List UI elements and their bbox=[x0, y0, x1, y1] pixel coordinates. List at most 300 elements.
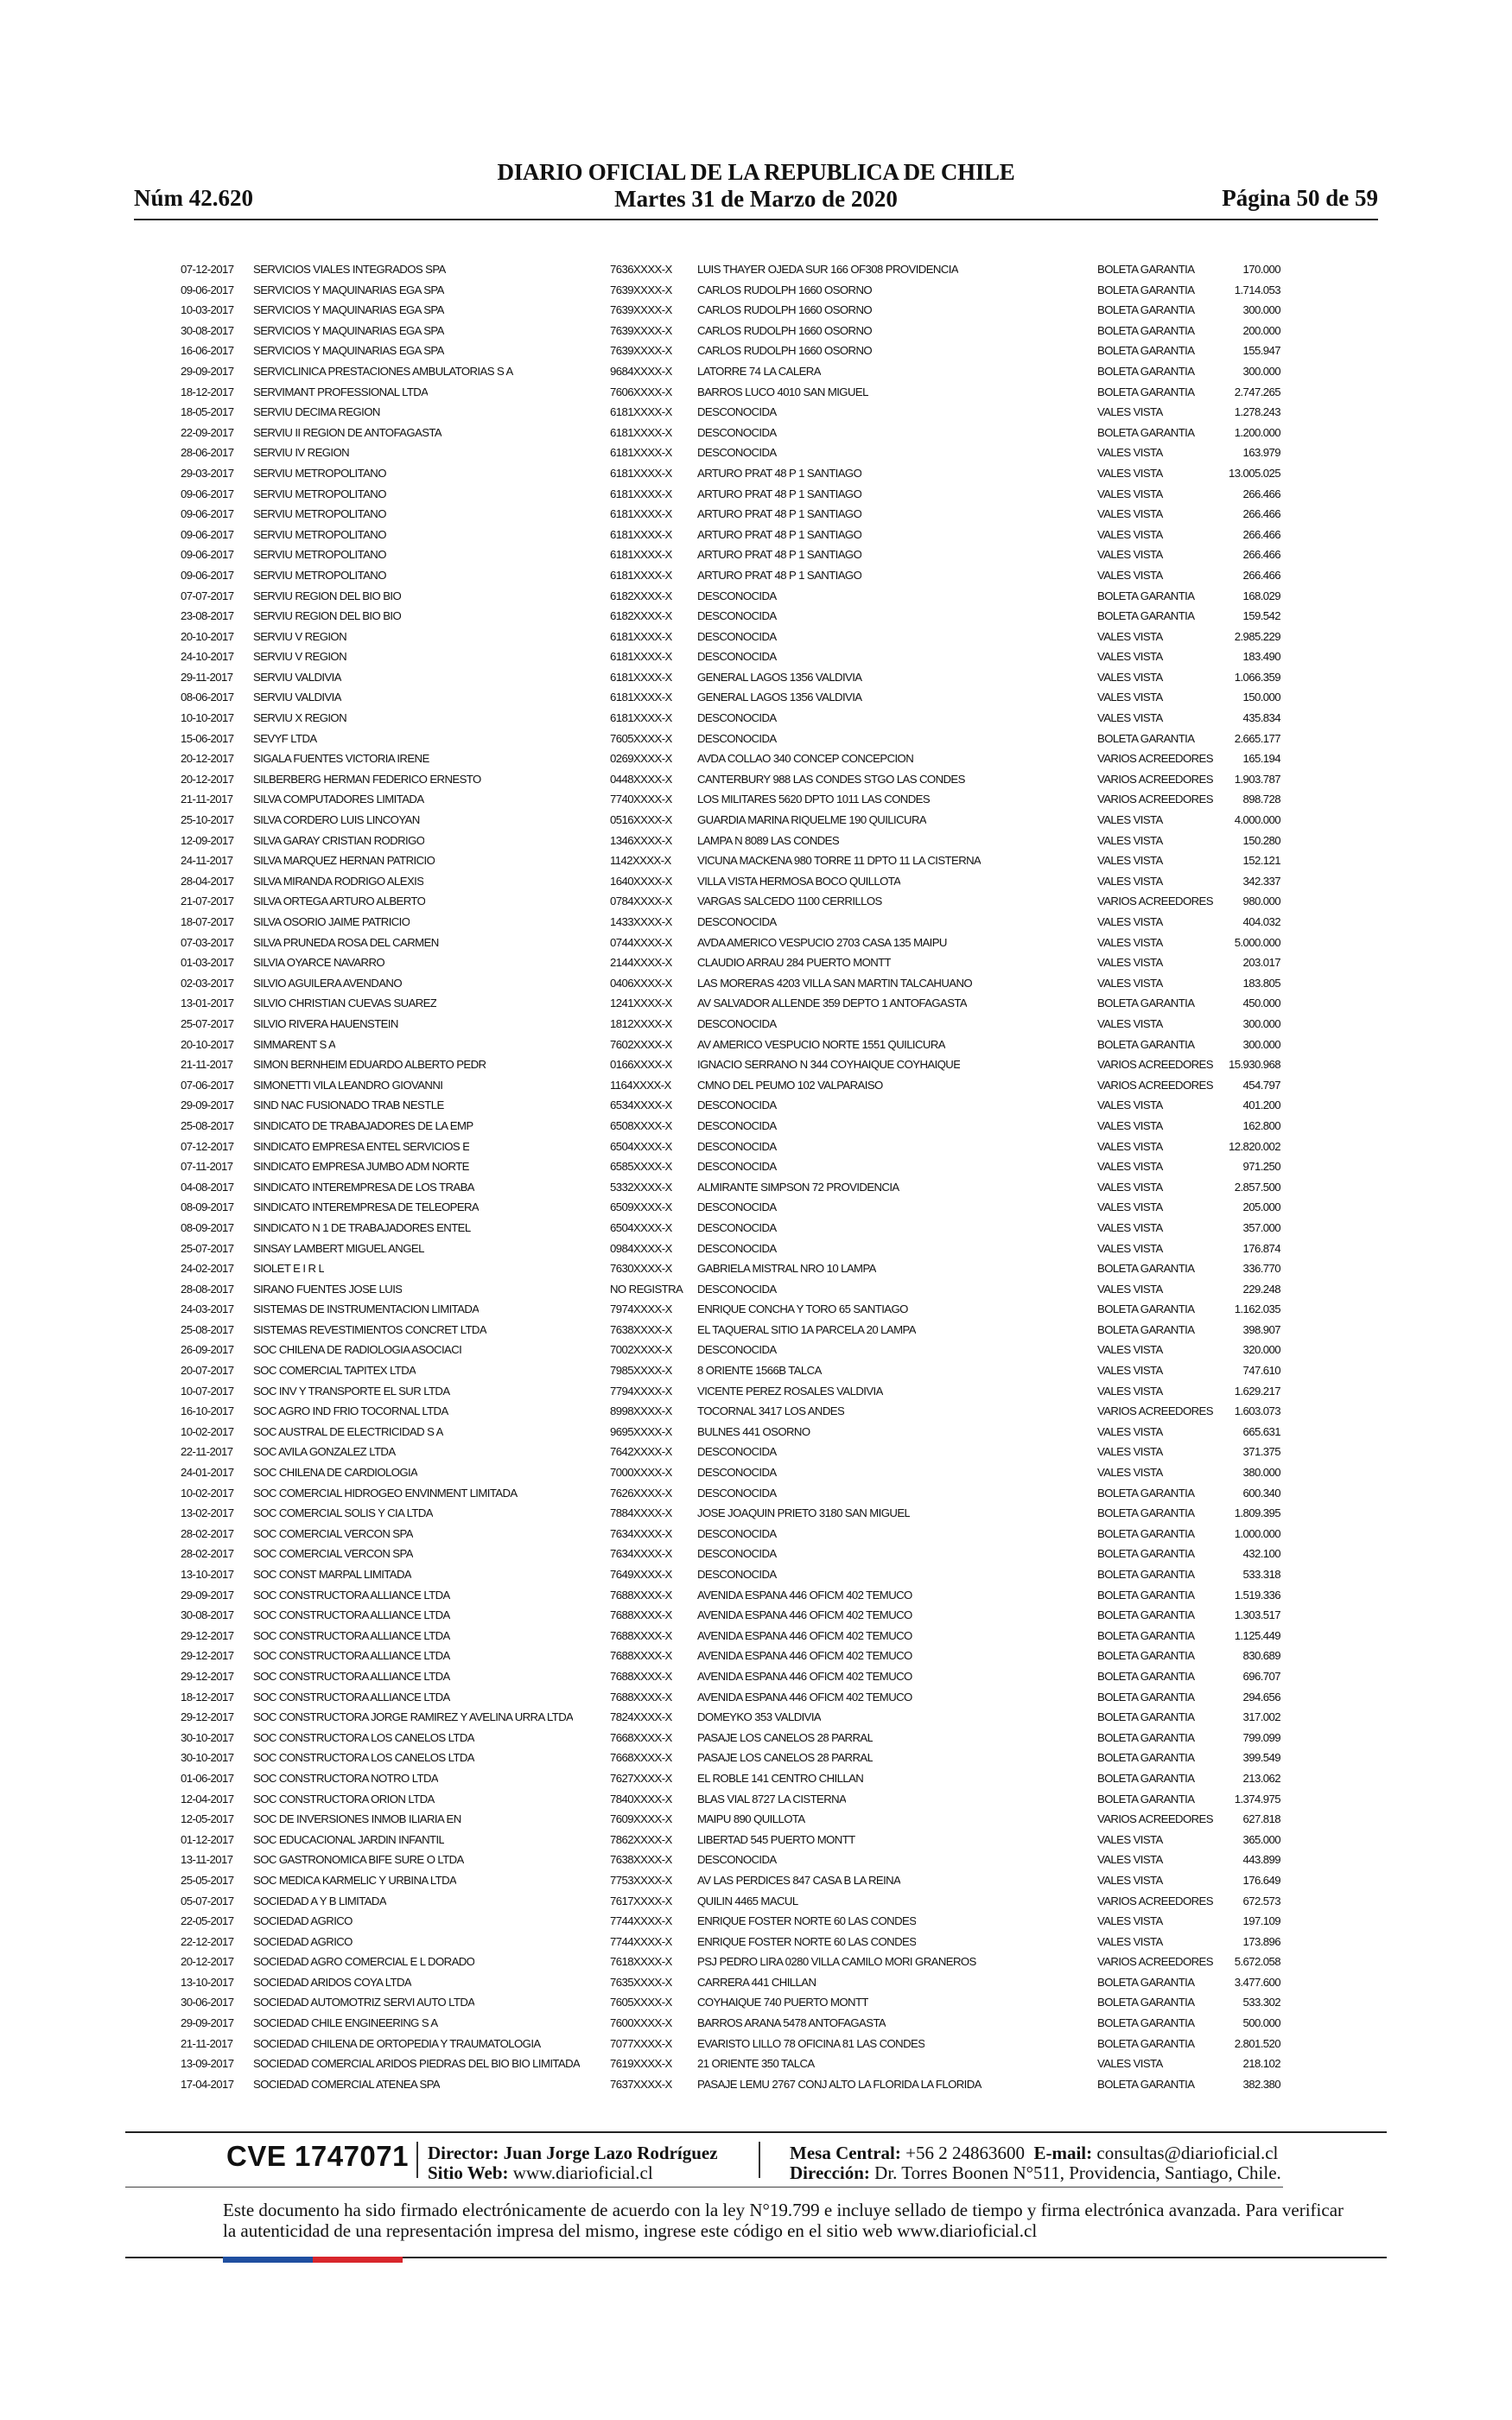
row-date: 25-10-2017 bbox=[181, 813, 234, 827]
row-document-type: BOLETA GARANTIA bbox=[1097, 385, 1195, 398]
row-amount: 450.000 bbox=[1242, 997, 1280, 1010]
site-label: Sitio Web: bbox=[428, 2162, 509, 2183]
row-amount: 150.280 bbox=[1242, 833, 1280, 847]
row-amount: 200.000 bbox=[1242, 323, 1280, 337]
row-document-type: BOLETA GARANTIA bbox=[1097, 2036, 1195, 2050]
row-document-type: BOLETA GARANTIA bbox=[1097, 1649, 1195, 1663]
row-name: SERVICIOS Y MAQUINARIAS EGA SPA bbox=[253, 344, 444, 358]
row-amount: 320.000 bbox=[1242, 1343, 1280, 1357]
row-name: SOC AUSTRAL DE ELECTRICIDAD S A bbox=[253, 1424, 443, 1438]
row-document-type: BOLETA GARANTIA bbox=[1097, 2077, 1195, 2091]
row-amount: 5.672.058 bbox=[1234, 1955, 1280, 1969]
row-address: DESCONOCIDA bbox=[697, 1466, 777, 1480]
mesa-label: Mesa Central: bbox=[790, 2143, 901, 2163]
row-document-type: VALES VISTA bbox=[1097, 956, 1163, 970]
row-name: SIRANO FUENTES JOSE LUIS bbox=[253, 1282, 403, 1296]
row-date: 20-12-2017 bbox=[181, 1955, 234, 1969]
row-date: 13-10-2017 bbox=[181, 1975, 234, 1989]
row-date: 28-06-2017 bbox=[181, 446, 234, 460]
row-date: 08-06-2017 bbox=[181, 691, 234, 704]
row-name: SOCIEDAD CHILENA DE ORTOPEDIA Y TRAUMATOLOGIA bbox=[253, 2036, 541, 2050]
row-amount: 533.318 bbox=[1242, 1568, 1280, 1581]
row-date: 20-12-2017 bbox=[181, 752, 234, 766]
row-document-type: BOLETA GARANTIA bbox=[1097, 1771, 1195, 1785]
row-address: COYHAIQUE 740 PUERTO MONTT bbox=[697, 1996, 868, 2009]
row-date: 10-07-2017 bbox=[181, 1384, 234, 1398]
row-date: 25-08-2017 bbox=[181, 1118, 234, 1132]
row-date: 02-03-2017 bbox=[181, 976, 234, 990]
table-row bbox=[0, 2036, 1512, 2057]
address-label: Dirección: bbox=[790, 2162, 870, 2183]
table-row bbox=[0, 996, 1512, 1016]
row-address: CARLOS RUDOLPH 1660 OSORNO bbox=[697, 323, 873, 337]
row-date: 18-12-2017 bbox=[181, 1690, 234, 1704]
row-rut: 6181XXXX-X bbox=[610, 629, 672, 643]
table-row bbox=[0, 792, 1512, 812]
row-amount: 1.629.217 bbox=[1234, 1384, 1280, 1398]
row-address: BLAS VIAL 8727 LA CISTERNA bbox=[697, 1792, 847, 1805]
row-name: SERVICLINICA PRESTACIONES AMBULATORIAS S A bbox=[253, 364, 513, 378]
row-date: 17-04-2017 bbox=[181, 2077, 234, 2091]
row-document-type: VALES VISTA bbox=[1097, 466, 1163, 480]
row-rut: 0448XXXX-X bbox=[610, 772, 672, 786]
table-row bbox=[0, 955, 1512, 976]
row-date: 29-09-2017 bbox=[181, 1588, 234, 1602]
row-address: AVENIDA ESPANA 446 OFICM 402 TEMUCO bbox=[697, 1669, 912, 1683]
row-document-type: VALES VISTA bbox=[1097, 1424, 1163, 1438]
table-row bbox=[0, 751, 1512, 772]
row-rut: 6534XXXX-X bbox=[610, 1099, 672, 1112]
table-row bbox=[0, 1710, 1512, 1730]
row-document-type: BOLETA GARANTIA bbox=[1097, 1302, 1195, 1316]
row-address: DESCONOCIDA bbox=[697, 589, 777, 602]
row-date: 29-09-2017 bbox=[181, 364, 234, 378]
row-amount: 152.121 bbox=[1242, 854, 1280, 868]
row-document-type: VALES VISTA bbox=[1097, 1873, 1163, 1887]
table-row bbox=[0, 1995, 1512, 2016]
row-name: SILVA MARQUEZ HERNAN PATRICIO bbox=[253, 854, 435, 868]
row-date: 10-10-2017 bbox=[181, 711, 234, 725]
row-address: PASAJE LOS CANELOS 28 PARRAL bbox=[697, 1751, 874, 1765]
row-name: SOC CONSTRUCTORA JORGE RAMIREZ Y AVELINA URRA LTDA bbox=[253, 1710, 574, 1724]
table-row bbox=[0, 731, 1512, 752]
row-date: 01-03-2017 bbox=[181, 956, 234, 970]
row-rut: 1812XXXX-X bbox=[610, 1016, 672, 1030]
row-date: 08-09-2017 bbox=[181, 1200, 234, 1214]
row-name: SERVIU X REGION bbox=[253, 711, 347, 725]
row-rut: 6181XXXX-X bbox=[610, 507, 672, 521]
row-amount: 830.689 bbox=[1242, 1649, 1280, 1663]
row-address: DESCONOCIDA bbox=[697, 731, 777, 745]
row-rut: 7626XXXX-X bbox=[610, 1486, 672, 1500]
row-name: SOC CONST MARPAL LIMITADA bbox=[253, 1568, 412, 1581]
row-name: SERVIU VALDIVIA bbox=[253, 670, 341, 684]
table-row bbox=[0, 833, 1512, 854]
table-row bbox=[0, 1404, 1512, 1424]
row-rut: 7688XXXX-X bbox=[610, 1628, 672, 1642]
row-address: QUILIN 4465 MACUL bbox=[697, 1894, 798, 1907]
row-amount: 3.477.600 bbox=[1234, 1975, 1280, 1989]
row-name: SIMONETTI VILA LEANDRO GIOVANNI bbox=[253, 1078, 443, 1092]
row-name: SOCIEDAD COMERCIAL ARIDOS PIEDRAS DEL BIO BIO LIMITADA bbox=[253, 2057, 581, 2071]
row-rut: 7862XXXX-X bbox=[610, 1832, 672, 1846]
row-document-type: VALES VISTA bbox=[1097, 1139, 1163, 1153]
row-rut: 1164XXXX-X bbox=[610, 1078, 671, 1092]
row-rut: 7668XXXX-X bbox=[610, 1751, 672, 1765]
row-rut: 6181XXXX-X bbox=[610, 446, 672, 460]
row-amount: 2.985.229 bbox=[1234, 629, 1280, 643]
row-document-type: BOLETA GARANTIA bbox=[1097, 364, 1195, 378]
row-date: 20-12-2017 bbox=[181, 772, 234, 786]
table-row bbox=[0, 935, 1512, 956]
row-address: CARLOS RUDOLPH 1660 OSORNO bbox=[697, 303, 873, 317]
mesa-phone: +56 2 24863600 bbox=[905, 2143, 1025, 2163]
row-rut: 7824XXXX-X bbox=[610, 1710, 672, 1724]
row-document-type: VALES VISTA bbox=[1097, 1384, 1163, 1398]
row-name: SILVA OSORIO JAIME PATRICIO bbox=[253, 915, 410, 928]
row-name: SERVIU DECIMA REGION bbox=[253, 405, 380, 419]
row-amount: 13.005.025 bbox=[1228, 466, 1280, 480]
row-document-type: VALES VISTA bbox=[1097, 1016, 1163, 1030]
row-date: 10-02-2017 bbox=[181, 1424, 234, 1438]
row-date: 01-12-2017 bbox=[181, 1832, 234, 1846]
row-amount: 432.100 bbox=[1242, 1547, 1280, 1561]
row-address: DESCONOCIDA bbox=[697, 1526, 777, 1540]
row-name: SIGALA FUENTES VICTORIA IRENE bbox=[253, 752, 429, 766]
row-rut: 7619XXXX-X bbox=[610, 2057, 672, 2071]
row-amount: 665.631 bbox=[1242, 1424, 1280, 1438]
row-rut: 6181XXXX-X bbox=[610, 487, 672, 500]
table-row bbox=[0, 894, 1512, 914]
row-date: 25-07-2017 bbox=[181, 1241, 234, 1255]
row-address: CARLOS RUDOLPH 1660 OSORNO bbox=[697, 344, 873, 358]
row-date: 12-05-2017 bbox=[181, 1812, 234, 1826]
row-rut: 7639XXXX-X bbox=[610, 344, 672, 358]
row-name: SOCIEDAD AGRICO bbox=[253, 1914, 353, 1928]
row-address: AVENIDA ESPANA 446 OFICM 402 TEMUCO bbox=[697, 1608, 912, 1622]
table-row bbox=[0, 1159, 1512, 1180]
row-name: SOC CONSTRUCTORA ALLIANCE LTDA bbox=[253, 1608, 450, 1622]
row-amount: 971.250 bbox=[1242, 1160, 1280, 1174]
row-amount: 1.303.517 bbox=[1234, 1608, 1280, 1622]
row-name: SOCIEDAD A Y B LIMITADA bbox=[253, 1894, 387, 1907]
row-date: 30-08-2017 bbox=[181, 323, 234, 337]
row-name: SIND NAC FUSIONADO TRAB NESTLE bbox=[253, 1099, 444, 1112]
row-document-type: BOLETA GARANTIA bbox=[1097, 1628, 1195, 1642]
table-row bbox=[0, 1302, 1512, 1322]
row-date: 29-12-2017 bbox=[181, 1649, 234, 1663]
row-address: JOSE JOAQUIN PRIETO 3180 SAN MIGUEL bbox=[697, 1506, 911, 1520]
legal-notice: Este documento ha sido firmado electrónicamente de acuerdo con la ley N°19.799 e incluye sellado de tiempo y firma electrónica avanzada. Para verificar la autenticidad de una representación impresa del mismo, ingrese este código en el sitio web www.diarioficial.cl bbox=[223, 2200, 1344, 2241]
row-document-type: VALES VISTA bbox=[1097, 2057, 1163, 2071]
row-date: 30-10-2017 bbox=[181, 1730, 234, 1744]
row-address: DESCONOCIDA bbox=[697, 650, 777, 664]
row-amount: 1.125.449 bbox=[1234, 1628, 1280, 1642]
row-name: SERVIU METROPOLITANO bbox=[253, 466, 386, 480]
row-rut: 7642XXXX-X bbox=[610, 1445, 672, 1459]
row-name: SILBERBERG HERMAN FEDERICO ERNESTO bbox=[253, 772, 481, 786]
table-row bbox=[0, 1098, 1512, 1118]
row-rut: 7000XXXX-X bbox=[610, 1466, 672, 1480]
records-table bbox=[0, 262, 1512, 2097]
row-address: DESCONOCIDA bbox=[697, 425, 777, 439]
row-name: SINSAY LAMBERT MIGUEL ANGEL bbox=[253, 1241, 424, 1255]
row-address: VARGAS SALCEDO 1100 CERRILLOS bbox=[697, 895, 882, 908]
row-document-type: VARIOS ACREEDORES bbox=[1097, 1894, 1213, 1907]
row-address: ENRIQUE CONCHA Y TORO 65 SANTIAGO bbox=[697, 1302, 908, 1316]
table-row bbox=[0, 1200, 1512, 1220]
table-row bbox=[0, 1322, 1512, 1343]
row-rut: 7617XXXX-X bbox=[610, 1894, 672, 1907]
row-address: EL TAQUERAL SITIO 1A PARCELA 20 LAMPA bbox=[697, 1322, 916, 1336]
footer-separator bbox=[416, 2142, 418, 2178]
row-rut: 7840XXXX-X bbox=[610, 1792, 672, 1805]
row-amount: 213.062 bbox=[1242, 1771, 1280, 1785]
row-address: ARTURO PRAT 48 P 1 SANTIAGO bbox=[697, 568, 862, 582]
row-document-type: VALES VISTA bbox=[1097, 1180, 1163, 1194]
row-document-type: BOLETA GARANTIA bbox=[1097, 1730, 1195, 1744]
table-row bbox=[0, 1771, 1512, 1792]
table-row bbox=[0, 1812, 1512, 1832]
table-row bbox=[0, 812, 1512, 833]
row-amount: 382.380 bbox=[1242, 2077, 1280, 2091]
row-rut: 1640XXXX-X bbox=[610, 874, 672, 888]
row-address: GABRIELA MISTRAL NRO 10 LAMPA bbox=[697, 1262, 876, 1276]
row-name: SOC INV Y TRANSPORTE EL SUR LTDA bbox=[253, 1384, 450, 1398]
row-date: 21-11-2017 bbox=[181, 1058, 233, 1072]
row-date: 16-06-2017 bbox=[181, 344, 234, 358]
row-rut: 7606XXXX-X bbox=[610, 385, 672, 398]
row-name: SILVIO RIVERA HAUENSTEIN bbox=[253, 1016, 398, 1030]
row-amount: 229.248 bbox=[1242, 1282, 1280, 1296]
table-row bbox=[0, 283, 1512, 303]
row-document-type: VALES VISTA bbox=[1097, 874, 1163, 888]
row-document-type: VALES VISTA bbox=[1097, 1832, 1163, 1846]
row-name: SOC AGRO IND FRIO TOCORNAL LTDA bbox=[253, 1404, 448, 1418]
director-label: Director: bbox=[428, 2143, 499, 2163]
row-name: SIMON BERNHEIM EDUARDO ALBERTO PEDR bbox=[253, 1058, 486, 1072]
table-row bbox=[0, 385, 1512, 405]
row-document-type: VARIOS ACREEDORES bbox=[1097, 1955, 1213, 1969]
row-address: BARROS LUCO 4010 SAN MIGUEL bbox=[697, 385, 868, 398]
row-amount: 205.000 bbox=[1242, 1200, 1280, 1214]
row-rut: 6509XXXX-X bbox=[610, 1200, 672, 1214]
table-row bbox=[0, 547, 1512, 568]
row-rut: 6181XXXX-X bbox=[610, 670, 672, 684]
row-document-type: VALES VISTA bbox=[1097, 650, 1163, 664]
row-amount: 183.490 bbox=[1242, 650, 1280, 664]
table-row bbox=[0, 1852, 1512, 1873]
page-indicator: Página 50 de 59 bbox=[1222, 185, 1378, 211]
row-rut: 0269XXXX-X bbox=[610, 752, 672, 766]
row-date: 13-02-2017 bbox=[181, 1506, 234, 1520]
table-row bbox=[0, 2077, 1512, 2098]
row-amount: 197.109 bbox=[1242, 1914, 1280, 1928]
row-name: SOC MEDICA KARMELIC Y URBINA LTDA bbox=[253, 1873, 457, 1887]
row-document-type: VARIOS ACREEDORES bbox=[1097, 1812, 1213, 1826]
table-row bbox=[0, 1546, 1512, 1567]
row-document-type: BOLETA GARANTIA bbox=[1097, 1588, 1195, 1602]
table-row bbox=[0, 1342, 1512, 1363]
table-row bbox=[0, 527, 1512, 548]
row-rut: 6181XXXX-X bbox=[610, 527, 672, 541]
table-row bbox=[0, 1690, 1512, 1710]
row-rut: 7974XXXX-X bbox=[610, 1302, 672, 1316]
row-rut: 7609XXXX-X bbox=[610, 1812, 672, 1826]
row-rut: 0516XXXX-X bbox=[610, 813, 672, 827]
row-document-type: VALES VISTA bbox=[1097, 507, 1163, 521]
row-document-type: BOLETA GARANTIA bbox=[1097, 1608, 1195, 1622]
row-document-type: VALES VISTA bbox=[1097, 691, 1163, 704]
row-amount: 4.000.000 bbox=[1234, 813, 1280, 827]
row-amount: 2.801.520 bbox=[1234, 2036, 1280, 2050]
table-row bbox=[0, 1424, 1512, 1445]
row-document-type: VALES VISTA bbox=[1097, 670, 1163, 684]
row-address: DESCONOCIDA bbox=[697, 629, 777, 643]
row-rut: 7630XXXX-X bbox=[610, 1262, 672, 1276]
row-rut: 7688XXXX-X bbox=[610, 1588, 672, 1602]
row-name: SERVIU IV REGION bbox=[253, 446, 350, 460]
site-link[interactable]: www.diarioficial.cl bbox=[512, 2162, 653, 2183]
row-amount: 357.000 bbox=[1242, 1220, 1280, 1234]
table-row bbox=[0, 1078, 1512, 1099]
row-address: VICENTE PEREZ ROSALES VALDIVIA bbox=[697, 1384, 883, 1398]
row-amount: 500.000 bbox=[1242, 2016, 1280, 2030]
table-row bbox=[0, 670, 1512, 691]
row-date: 10-02-2017 bbox=[181, 1486, 234, 1500]
row-address: DESCONOCIDA bbox=[697, 1445, 777, 1459]
row-document-type: BOLETA GARANTIA bbox=[1097, 1792, 1195, 1805]
table-row bbox=[0, 1567, 1512, 1588]
row-address: DESCONOCIDA bbox=[697, 915, 777, 928]
row-rut: 6504XXXX-X bbox=[610, 1139, 672, 1153]
row-address: ENRIQUE FOSTER NORTE 60 LAS CONDES bbox=[697, 1934, 917, 1948]
row-amount: 317.002 bbox=[1242, 1710, 1280, 1724]
row-rut: 7639XXXX-X bbox=[610, 283, 672, 296]
row-date: 29-09-2017 bbox=[181, 2016, 234, 2030]
row-date: 25-07-2017 bbox=[181, 1016, 234, 1030]
row-name: SOC CONSTRUCTORA LOS CANELOS LTDA bbox=[253, 1730, 474, 1744]
row-address: LAS MORERAS 4203 VILLA SAN MARTIN TALCAHUANO bbox=[697, 976, 973, 990]
row-document-type: VALES VISTA bbox=[1097, 976, 1163, 990]
row-rut: 1433XXXX-X bbox=[610, 915, 672, 928]
row-amount: 401.200 bbox=[1242, 1099, 1280, 1112]
row-amount: 300.000 bbox=[1242, 1016, 1280, 1030]
row-address: DESCONOCIDA bbox=[697, 711, 777, 725]
row-name: SILVIO AGUILERA AVENDANO bbox=[253, 976, 402, 990]
row-document-type: BOLETA GARANTIA bbox=[1097, 1506, 1195, 1520]
row-address: DOMEYKO 353 VALDIVIA bbox=[697, 1710, 822, 1724]
table-row bbox=[0, 262, 1512, 283]
table-row bbox=[0, 1037, 1512, 1058]
row-address: AV SALVADOR ALLENDE 359 DEPTO 1 ANTOFAGASTA bbox=[697, 997, 968, 1010]
row-rut: 7627XXXX-X bbox=[610, 1771, 672, 1785]
row-date: 28-08-2017 bbox=[181, 1282, 234, 1296]
table-row bbox=[0, 772, 1512, 793]
row-rut: 7635XXXX-X bbox=[610, 1975, 672, 1989]
row-rut: 7639XXXX-X bbox=[610, 323, 672, 337]
row-rut: 7744XXXX-X bbox=[610, 1934, 672, 1948]
cve-code: CVE 1747071 bbox=[226, 2140, 409, 2172]
row-date: 30-08-2017 bbox=[181, 1608, 234, 1622]
row-document-type: BOLETA GARANTIA bbox=[1097, 731, 1195, 745]
row-date: 29-11-2017 bbox=[181, 670, 233, 684]
row-name: SOC CONSTRUCTORA ORION LTDA bbox=[253, 1792, 435, 1805]
row-amount: 203.017 bbox=[1242, 956, 1280, 970]
row-address: LIBERTAD 545 PUERTO MONTT bbox=[697, 1832, 855, 1846]
row-document-type: VARIOS ACREEDORES bbox=[1097, 793, 1213, 806]
row-name: SIOLET E I R L bbox=[253, 1262, 325, 1276]
row-amount: 12.820.002 bbox=[1228, 1139, 1280, 1153]
row-document-type: VALES VISTA bbox=[1097, 915, 1163, 928]
row-address: LAMPA N 8089 LAS CONDES bbox=[697, 833, 840, 847]
row-document-type: VALES VISTA bbox=[1097, 1364, 1163, 1378]
row-rut: 0406XXXX-X bbox=[610, 976, 672, 990]
row-document-type: BOLETA GARANTIA bbox=[1097, 303, 1195, 317]
row-amount: 266.466 bbox=[1242, 548, 1280, 562]
row-amount: 163.979 bbox=[1242, 446, 1280, 460]
row-name: SOCIEDAD CHILE ENGINEERING S A bbox=[253, 2016, 438, 2030]
row-address: PASAJE LEMU 2767 CONJ ALTO LA FLORIDA LA FLORIDA bbox=[697, 2077, 982, 2091]
row-rut: 7605XXXX-X bbox=[610, 731, 672, 745]
row-name: SOC CHILENA DE CARDIOLOGIA bbox=[253, 1466, 418, 1480]
row-address: DESCONOCIDA bbox=[697, 1118, 777, 1132]
row-name: SOCIEDAD AGRICO bbox=[253, 1934, 353, 1948]
row-rut: 7688XXXX-X bbox=[610, 1669, 672, 1683]
row-amount: 1.809.395 bbox=[1234, 1506, 1280, 1520]
row-date: 04-08-2017 bbox=[181, 1180, 234, 1194]
row-date: 09-06-2017 bbox=[181, 283, 234, 296]
row-amount: 176.874 bbox=[1242, 1241, 1280, 1255]
row-rut: 0784XXXX-X bbox=[610, 895, 672, 908]
row-address: BULNES 441 OSORNO bbox=[697, 1424, 810, 1438]
row-address: 8 ORIENTE 1566B TALCA bbox=[697, 1364, 822, 1378]
row-name: SILVA ORTEGA ARTURO ALBERTO bbox=[253, 895, 426, 908]
row-rut: 6181XXXX-X bbox=[610, 548, 672, 562]
table-row bbox=[0, 1016, 1512, 1037]
row-amount: 150.000 bbox=[1242, 691, 1280, 704]
row-date: 13-11-2017 bbox=[181, 1853, 233, 1867]
row-address: AVENIDA ESPANA 446 OFICM 402 TEMUCO bbox=[697, 1588, 912, 1602]
row-date: 23-08-2017 bbox=[181, 609, 234, 623]
row-name: SOC CONSTRUCTORA NOTRO LTDA bbox=[253, 1771, 439, 1785]
row-address: 21 ORIENTE 350 TALCA bbox=[697, 2057, 815, 2071]
row-date: 22-11-2017 bbox=[181, 1445, 233, 1459]
row-rut: 6181XXXX-X bbox=[610, 466, 672, 480]
table-row bbox=[0, 445, 1512, 466]
row-amount: 173.896 bbox=[1242, 1934, 1280, 1948]
row-name: SERVICIOS Y MAQUINARIAS EGA SPA bbox=[253, 323, 444, 337]
row-address: ARTURO PRAT 48 P 1 SANTIAGO bbox=[697, 527, 862, 541]
table-row bbox=[0, 1465, 1512, 1486]
row-rut: 7753XXXX-X bbox=[610, 1873, 672, 1887]
row-document-type: VALES VISTA bbox=[1097, 487, 1163, 500]
row-address: ARTURO PRAT 48 P 1 SANTIAGO bbox=[697, 548, 862, 562]
row-amount: 15.930.968 bbox=[1228, 1058, 1280, 1072]
row-name: SOCIEDAD AGRO COMERCIAL E L DORADO bbox=[253, 1955, 475, 1969]
table-row bbox=[0, 629, 1512, 650]
row-amount: 398.907 bbox=[1242, 1322, 1280, 1336]
email-link[interactable]: consultas@diarioficial.cl bbox=[1096, 2143, 1279, 2163]
row-address: DESCONOCIDA bbox=[697, 1343, 777, 1357]
row-date: 09-06-2017 bbox=[181, 568, 234, 582]
row-rut: 7688XXXX-X bbox=[610, 1690, 672, 1704]
table-row bbox=[0, 1914, 1512, 1934]
row-date: 28-02-2017 bbox=[181, 1526, 234, 1540]
row-rut: 1346XXXX-X bbox=[610, 833, 672, 847]
row-document-type: BOLETA GARANTIA bbox=[1097, 1322, 1195, 1336]
row-document-type: VALES VISTA bbox=[1097, 1220, 1163, 1234]
